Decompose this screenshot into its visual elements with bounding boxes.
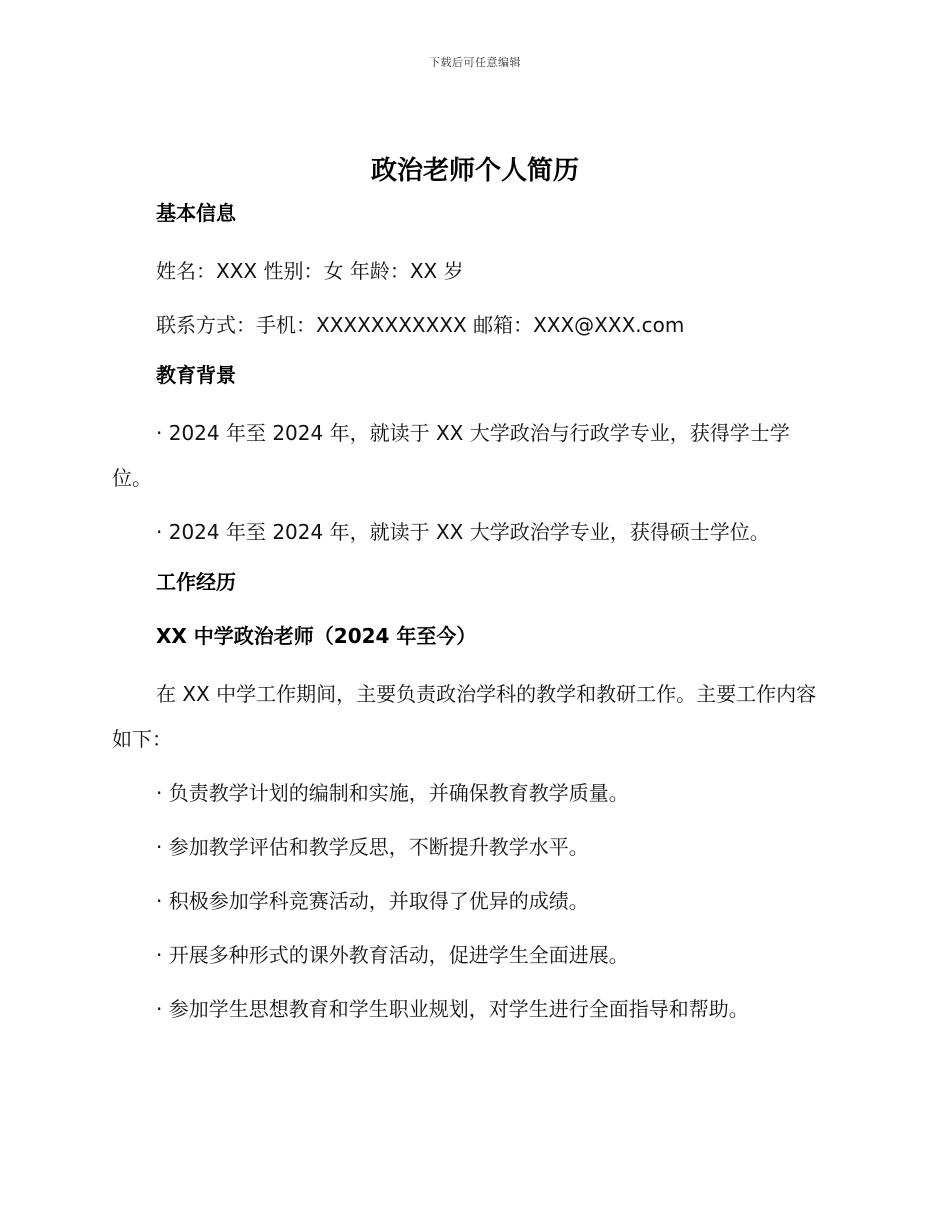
work-item: · 负责教学计划的编制和实施，并确保教育教学质量。	[156, 781, 629, 805]
work-item: · 积极参加学科竞赛活动，并取得了优异的成绩。	[156, 889, 589, 913]
section-heading-basic-info: 基本信息	[156, 201, 236, 225]
job-title: XX 中学政治老师（2024 年至今）	[156, 624, 477, 648]
header-note: 下载后可任意编辑	[429, 56, 521, 69]
work-item: · 开展多种形式的课外教育活动，促进学生全面进展。	[156, 943, 629, 967]
contact-info-line: 联系方式：手机：XXXXXXXXXXX 邮箱：XXX@XXX.com	[156, 313, 685, 337]
work-item: · 参加教学评估和教学反思，不断提升教学水平。	[156, 835, 589, 859]
basic-info-line: 姓名：XXX 性别：女 年龄：XX 岁	[156, 259, 464, 283]
education-item: · 2024 年至 2024 年，就读于 XX 大学政治与行政学专业，获得学士学位。	[112, 421, 790, 490]
work-intro: 在 XX 中学工作期间，主要负责政治学科的教学和教研工作。主要工作内容如下：	[112, 682, 817, 751]
document-title: 政治老师个人简历	[370, 156, 579, 186]
work-item: · 参加学生思想教育和学生职业规划，对学生进行全面指导和帮助。	[156, 997, 749, 1021]
section-heading-education: 教育背景	[156, 363, 236, 387]
document-body	[112, 195, 824, 1041]
section-heading-work: 工作经历	[156, 570, 236, 594]
education-item: · 2024 年至 2024 年，就读于 XX 大学政治学专业，获得硕士学位。	[156, 520, 770, 544]
